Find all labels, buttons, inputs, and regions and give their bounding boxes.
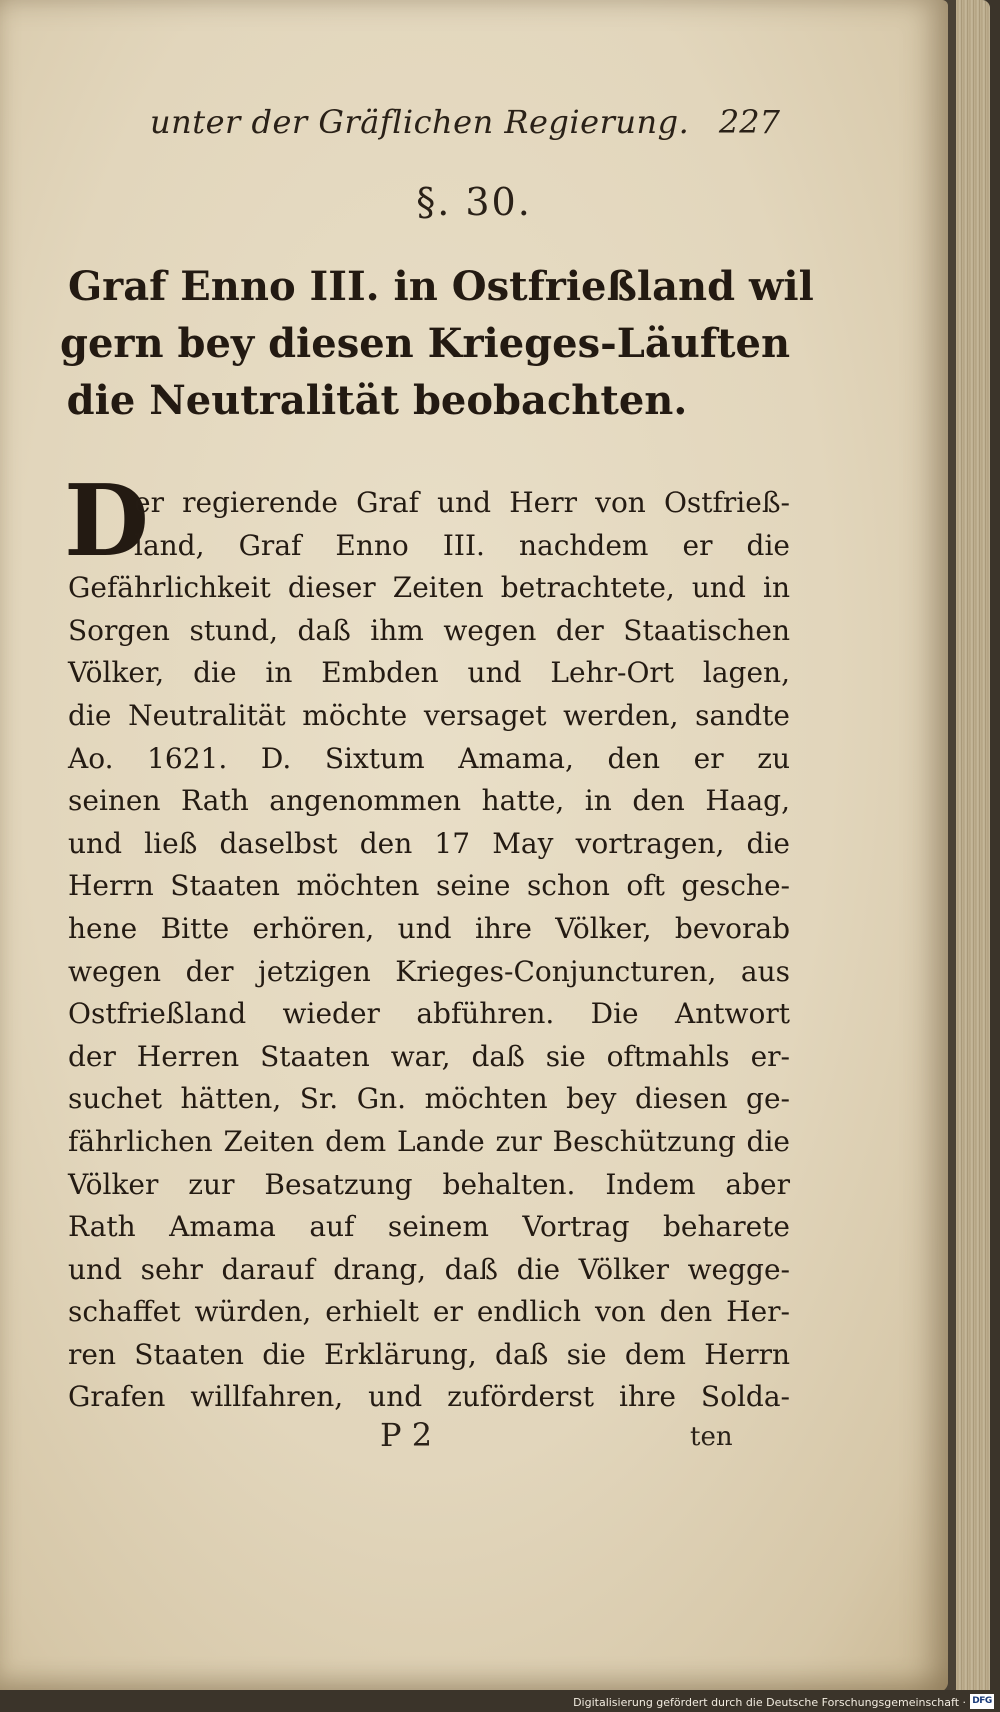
heading-line: Graf Enno III. in Ostfrießland wil	[68, 263, 814, 310]
dfg-logo-icon: DFG	[970, 1694, 994, 1709]
page-footer	[0, 1416, 948, 1456]
book-page-edges	[956, 0, 990, 1700]
text-line: und ließ daselbst den 17 May vortragen, die	[68, 826, 790, 860]
text-line: die Neutralität möchte versaget werden, sandte	[68, 698, 790, 732]
digitization-credit: Digitalisierung gefördert durch die Deutsche Forschungsgemeinschaft ·	[573, 1696, 966, 1709]
drop-cap: D	[64, 464, 149, 579]
text-line: land, Graf Enno III. nachdem er die	[134, 528, 790, 562]
text-line: Grafen willfahren, und zuförderst ihre Solda-	[68, 1380, 790, 1414]
text-line: schaffet würden, erhielt er endlich von den Her-	[68, 1295, 790, 1329]
text-line: der Herren Staaten war, daß sie oftmahls er-	[68, 1039, 790, 1073]
text-line: Ao. 1621. D. Sixtum Amama, den er zu	[68, 741, 790, 775]
page-number: 227	[718, 103, 780, 141]
text-line: Herrn Staaten möchten seine schon oft gesche-	[68, 869, 790, 903]
running-title: unter der Gräflichen Regierung.	[150, 103, 690, 141]
section-number: §. 30.	[416, 180, 532, 224]
text-line: Völker, die in Embden und Lehr-Ort lagen,	[68, 656, 790, 690]
body-text	[68, 482, 790, 1419]
text-line: Sorgen stund, daß ihm wegen der Staatischen	[68, 613, 790, 647]
text-line: wegen der jetzigen Krieges-Conjuncturen, aus	[68, 954, 790, 988]
text-line: Völker zur Besatzung behalten. Indem aber	[68, 1167, 790, 1201]
text-line: er regierende Graf und Herr von Ostfrieß-	[134, 486, 790, 519]
text-line: hene Bitte erhören, und ihre Völker, bevorab	[68, 911, 790, 945]
signature-mark: P 2	[380, 1416, 433, 1454]
text-line: und sehr darauf drang, daß die Völker wegge-	[68, 1252, 790, 1286]
text-line: Rath Amama auf seinem Vortrag beharete	[68, 1210, 790, 1244]
text-line: ren Staaten die Erklärung, daß sie dem Herrn	[68, 1337, 790, 1371]
section-heading	[60, 258, 814, 429]
catchword: ten	[690, 1422, 733, 1452]
text-line: Ostfrießland wieder abführen. Die Antwort	[68, 997, 790, 1031]
page-header	[150, 103, 780, 149]
text-line: Gefährlichkeit dieser Zeiten betrachtete, und in	[68, 571, 790, 605]
text-line: fährlichen Zeiten dem Lande zur Beschützung die	[68, 1124, 790, 1158]
heading-line: die Neutralität beobachten.	[66, 377, 688, 424]
credit-bar	[0, 1690, 1000, 1712]
heading-line: gern bey diesen Krieges-Läuften	[60, 320, 791, 367]
text-line: suchet hätten, Sr. Gn. möchten bey diesen ge-	[68, 1082, 790, 1116]
text-line: seinen Rath angenommen hatte, in den Haag,	[68, 784, 790, 818]
